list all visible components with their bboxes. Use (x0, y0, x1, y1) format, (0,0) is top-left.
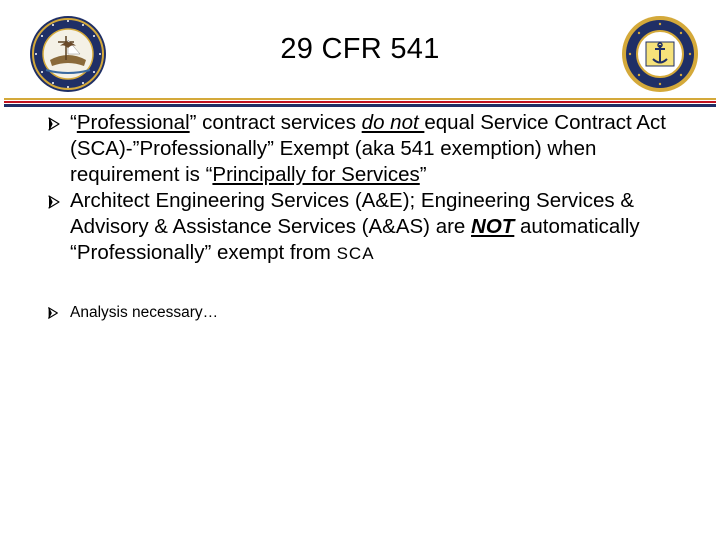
text-run: ” contract services (189, 111, 362, 134)
header-rule-gold (4, 98, 716, 100)
bullet-list (46, 110, 686, 323)
bullet-text: Analysis necessary… (70, 304, 219, 321)
header-rule-navy (4, 104, 716, 107)
arrow-bullet-icon (46, 194, 62, 210)
bullet-item-analysis (46, 303, 686, 323)
text-run: do not (361, 111, 425, 134)
text-run: NOT (471, 215, 515, 238)
arrow-bullet-icon (46, 116, 62, 132)
text-run: ” (419, 163, 427, 186)
arrow-bullet-icon (46, 306, 60, 320)
bullet-item-professional-services (46, 110, 686, 188)
text-run: Principally for Services (212, 163, 420, 186)
text-run: “ (70, 111, 77, 134)
text-run: Architect Engineering Services (A&E); Engineering Services & Advisory & Assistance Services (A&AS) are (70, 189, 635, 238)
bullet-text (70, 189, 640, 264)
header-rule-red (4, 101, 716, 103)
text-run: SCA (336, 244, 375, 263)
bullet-text (70, 111, 666, 186)
text-run: equal Service Contract Act (SCA)-”Professionally” Exempt (aka 541 exemption) when requirement is “ (70, 111, 666, 186)
bullet-item-architect-engineering (46, 188, 686, 267)
text-run: Professional (76, 111, 190, 134)
text-run: automatically “Professionally” exempt from (70, 215, 640, 264)
slide-title: 29 CFR 541 (280, 33, 440, 65)
